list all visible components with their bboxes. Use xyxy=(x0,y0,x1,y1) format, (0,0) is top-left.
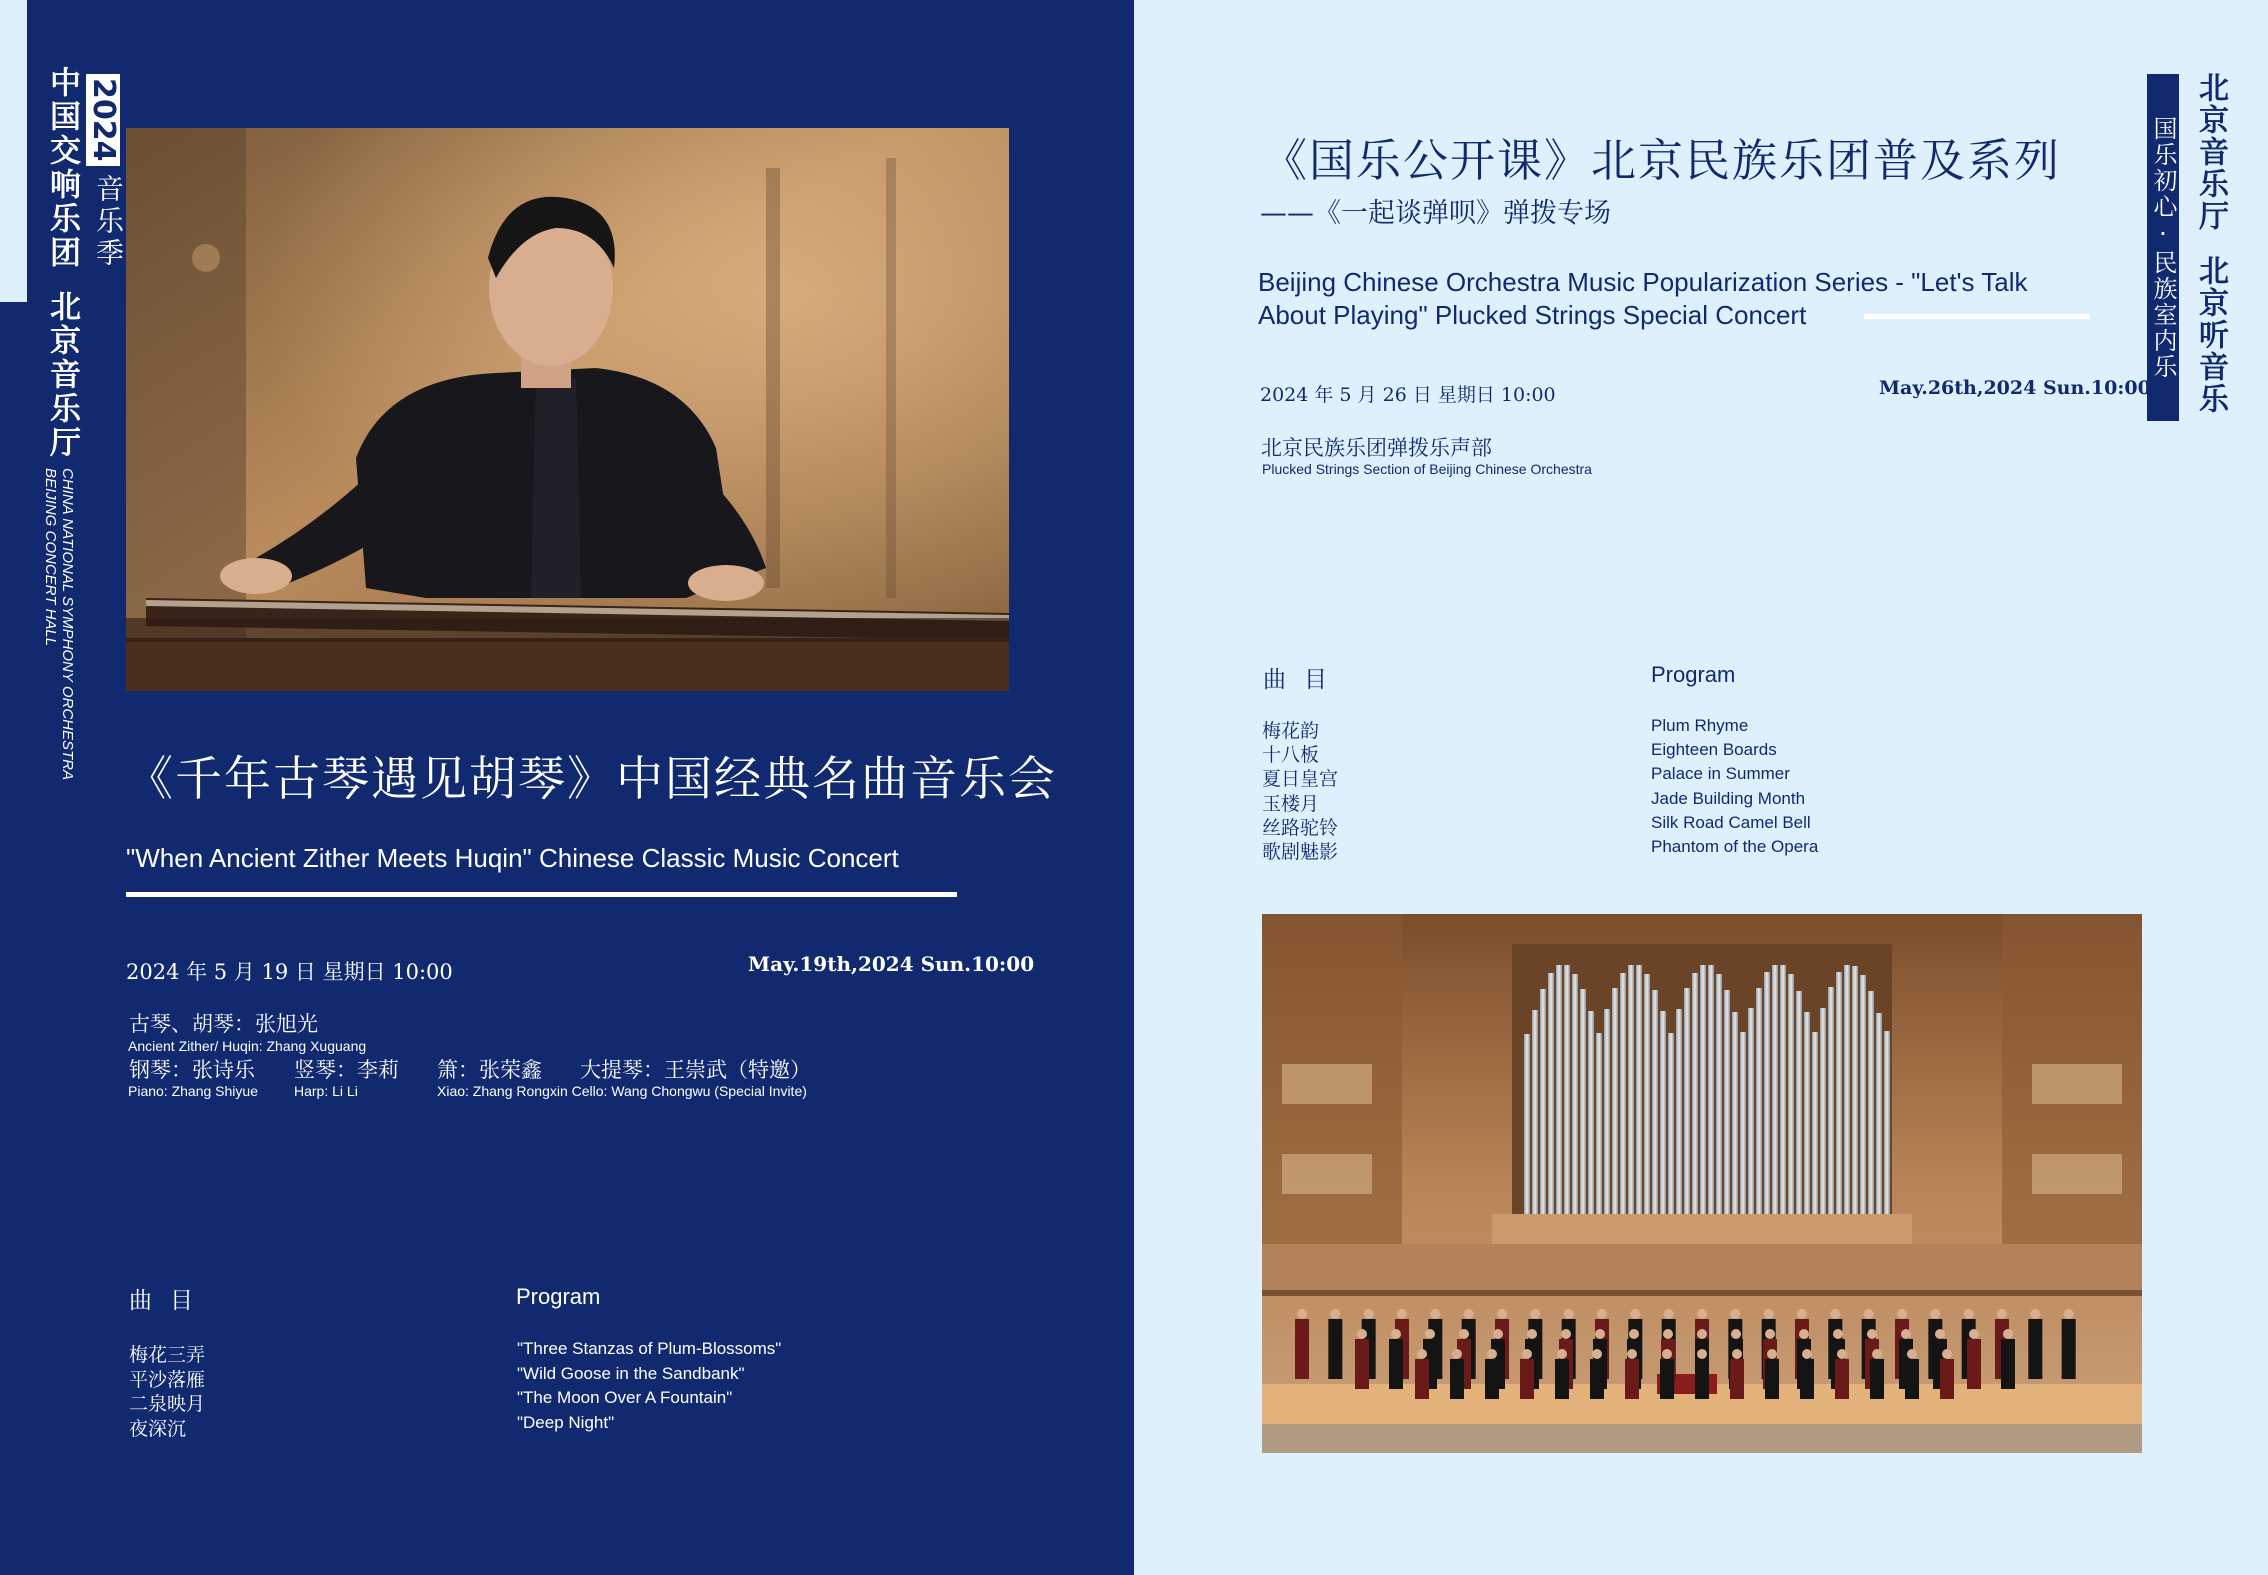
organ-pipe xyxy=(1588,1011,1594,1214)
side-year-badge: 2024 xyxy=(86,74,120,166)
list-item: "Wild Goose in the Sandbank" xyxy=(517,1363,745,1383)
list-item: 歌剧魅影 xyxy=(1262,841,1339,864)
organ-pipe xyxy=(1580,989,1586,1214)
list-item: Phantom of the Opera xyxy=(1651,837,1819,857)
performer-photo xyxy=(126,128,1009,691)
organ-pipe xyxy=(1540,989,1546,1214)
performer-guqin-cn: 古琴、胡琴：张旭光 xyxy=(129,1012,318,1036)
concert-subtitle-cn: ——《一起谈弹呗》弹拨专场 xyxy=(1260,198,1611,229)
musician-figure xyxy=(2028,1309,2042,1379)
side-org-name: 中国交响乐团 xyxy=(44,66,80,270)
title-underline xyxy=(1864,314,2090,319)
organ-pipe xyxy=(1652,990,1658,1214)
concert-title-en: Beijing Chinese Orchestra Music Popularization Series - "Let's Talk About Playing" Plucked Strings Special Concert xyxy=(1258,267,2028,330)
side-series-badge: 国乐初心·民族室内乐 xyxy=(2147,74,2179,421)
concert-date-cn: 2024 年 5 月 26 日 星期日 10:00 xyxy=(1260,384,1556,406)
organ-pipe xyxy=(1572,974,1578,1214)
side-english-names xyxy=(42,468,76,780)
performer-cello-cn: 大提琴：王崇武（特邀） xyxy=(580,1058,811,1082)
title-underline xyxy=(126,892,957,897)
list-item: "The Moon Over A Fountain" xyxy=(517,1388,733,1407)
organ-pipe xyxy=(1692,973,1698,1214)
side-english-orchestra: CHINA NATIONAL SYMPHONY ORCHESTRA xyxy=(59,468,76,780)
program-heading-cn: 曲目 xyxy=(129,1288,211,1314)
performer-harp-cn: 竖琴：李莉 xyxy=(294,1058,399,1082)
organ-pipe xyxy=(1676,1009,1682,1214)
organ-pipe xyxy=(1620,973,1626,1214)
performer-cn: 北京民族乐团弹拨乐声部 xyxy=(1261,436,1492,460)
organ-pipe xyxy=(1748,1008,1754,1214)
organ-pipe xyxy=(1876,1013,1882,1214)
corner-strip xyxy=(0,0,27,302)
organ-pipe xyxy=(1844,965,1850,1214)
organ-pipe xyxy=(1668,1033,1674,1214)
side-venue-name: 北京音乐厅 xyxy=(2193,72,2228,232)
concert-title-cn: 《千年古琴遇见胡琴》中国经典名曲音乐会 xyxy=(126,752,1057,807)
organ-pipe xyxy=(1868,991,1874,1214)
performer-xiao-cn: 箫：张荣鑫 xyxy=(437,1058,542,1082)
performer-guqin-en: Ancient Zither/ Huqin: Zhang Xuguang xyxy=(128,1038,367,1054)
musician-figure xyxy=(2062,1309,2076,1379)
side-season: 音乐季 xyxy=(92,174,125,270)
list-item: 丝路驼铃 xyxy=(1262,816,1339,839)
guqin-performer-image xyxy=(126,128,1009,691)
list-item: 玉楼月 xyxy=(1262,792,1320,815)
organ-pipe xyxy=(1820,1008,1826,1214)
organ-pipe xyxy=(1732,1012,1738,1214)
list-item: Silk Road Camel Bell xyxy=(1651,812,1811,832)
concert-date-en: May.26th,2024 Sun.10:00 xyxy=(1879,377,2151,399)
program-heading-cn: 曲目 xyxy=(1263,667,1345,693)
organ-pipe xyxy=(1628,965,1634,1214)
program-list-cn xyxy=(1262,719,1338,864)
organ-pipe xyxy=(1708,965,1714,1214)
organ-pipe xyxy=(1836,972,1842,1214)
musician-figure xyxy=(1295,1309,1309,1379)
organ-pipe xyxy=(1548,973,1554,1214)
program-list-en xyxy=(1651,714,1818,859)
organ-pipe xyxy=(1556,965,1562,1214)
list-item: Eighteen Boards xyxy=(1651,740,1777,760)
list-item: 梅花韵 xyxy=(1262,720,1320,742)
concert-title-en: "When Ancient Zither Meets Huqin" Chinese Classic Music Concert xyxy=(126,843,899,873)
program-list-en xyxy=(517,1337,781,1435)
concert-hall-image xyxy=(1262,914,2142,1453)
concert-title-cn: 《国乐公开课》北京民族乐团普及系列 xyxy=(1262,134,2062,187)
organ-pipe xyxy=(1660,1011,1666,1214)
list-item: "Three Stanzas of Plum-Blossoms" xyxy=(517,1339,782,1358)
organ-pipe xyxy=(1860,975,1866,1214)
performer-piano-en: Piano: Zhang Shiyue xyxy=(128,1083,258,1099)
organ-pipe xyxy=(1764,972,1770,1214)
list-item: 夏日皇宫 xyxy=(1262,768,1339,791)
organ-pipe xyxy=(1636,965,1642,1214)
list-item: 梅花三弄 xyxy=(129,1344,206,1366)
concert-date-en: May.19th,2024 Sun.10:00 xyxy=(748,952,1035,976)
list-item: Palace in Summer xyxy=(1651,764,1790,784)
performer-en: Plucked Strings Section of Beijing Chinese Orchestra xyxy=(1262,461,1592,477)
organ-pipe xyxy=(1884,1031,1890,1214)
orchestra-photo xyxy=(1262,914,2142,1453)
program-heading-en: Program xyxy=(1651,662,1736,687)
organ-pipe xyxy=(1852,966,1858,1214)
organ-pipe xyxy=(1780,965,1786,1214)
organ-pipe xyxy=(1604,1009,1610,1214)
organ-pipe xyxy=(1788,974,1794,1214)
performer-harp-en: Harp: Li Li xyxy=(294,1083,358,1099)
side-venue-name: 北京音乐厅 xyxy=(44,290,80,460)
organ-pipe xyxy=(1804,1012,1810,1214)
organ-pipe xyxy=(1532,1010,1538,1214)
organ-pipe xyxy=(1524,1034,1530,1214)
organ-pipe xyxy=(1724,990,1730,1214)
organ-pipe xyxy=(1612,988,1618,1214)
organ-pipe xyxy=(1812,1032,1818,1214)
organ-pipe xyxy=(1596,1033,1602,1214)
list-item: Plum Rhyme xyxy=(1651,716,1749,735)
organ-pipe xyxy=(1716,974,1722,1214)
organ-pipe xyxy=(1564,965,1570,1214)
list-item: 十八板 xyxy=(1262,744,1320,767)
program-heading-en: Program xyxy=(516,1284,601,1309)
list-item: Jade Building Month xyxy=(1651,788,1806,808)
program-list-cn xyxy=(129,1343,205,1441)
musician-figure xyxy=(1328,1309,1342,1379)
organ-pipe xyxy=(1756,988,1762,1214)
list-item: 夜深沉 xyxy=(129,1417,187,1440)
organ-pipe xyxy=(1796,991,1802,1214)
list-item: 二泉映月 xyxy=(129,1393,206,1415)
organ-pipe xyxy=(1700,965,1706,1214)
concert-date-cn: 2024 年 5 月 19 日 星期日 10:00 xyxy=(126,960,453,984)
organ-pipe xyxy=(1644,974,1650,1214)
list-item: "Deep Night" xyxy=(517,1412,615,1432)
side-slogan: 北京听音乐 xyxy=(2193,255,2228,415)
organ-pipe xyxy=(1684,988,1690,1214)
organ-pipe xyxy=(1740,1032,1746,1214)
organ-pipe xyxy=(1828,987,1834,1214)
performer-xiao-cello-en: Xiao: Zhang Rongxin Cello: Wang Chongwu (Special Invite) xyxy=(437,1083,807,1099)
side-english-hall: BEIJING CONCERT HALL xyxy=(42,468,59,647)
performer-piano-cn: 钢琴：张诗乐 xyxy=(129,1058,255,1082)
organ-pipe xyxy=(1772,965,1778,1214)
list-item: 平沙落雁 xyxy=(129,1368,206,1391)
